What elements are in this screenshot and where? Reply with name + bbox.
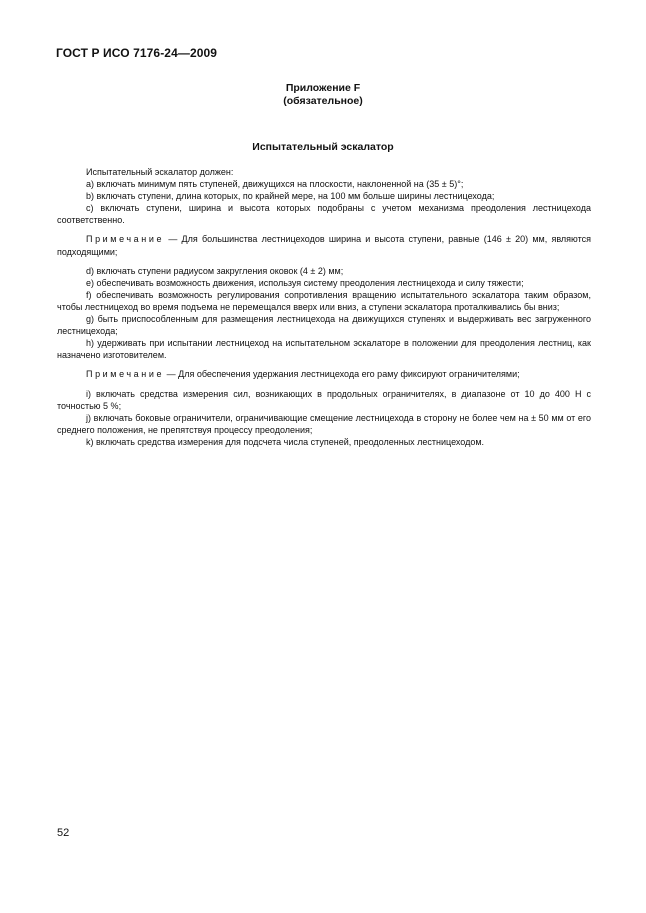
page-number: 52 — [57, 827, 70, 839]
requirement-item-g: g) быть приспособленным для размещения лестницехода на движущихся ступенях и выдерживать вес загруженного лестницехода; — [57, 314, 591, 337]
intro-paragraph: Испытательный эскалатор должен: — [86, 167, 234, 177]
note-text: — Для обеспечения удержания лестницехода его раму фиксируют ограничителями; — [164, 369, 520, 380]
requirement-item-k: k) включать средства измерения для подсчета числа ступеней, преодоленных лестницеходом. — [86, 436, 485, 447]
section-title: Испытательный эскалатор — [252, 141, 394, 153]
note-paragraph-2 — [57, 368, 591, 380]
standard-identifier: ГОСТ Р ИСО 7176-24—2009 — [56, 46, 218, 60]
note-text: — Для большинства лестницеходов ширина и высота ступени, равные (146 ± 20) мм, являются подходящими; — [57, 234, 591, 257]
requirement-item-a: a) включать минимум пять ступеней, движущихся на плоскости, наклоненной на (35 ± 5)°; — [86, 179, 464, 190]
requirement-item-i: i) включать средства измерения сил, возникающих в продольных ограничителях, в диапазоне от 10 до 400 Н с точностью 5 %; — [57, 388, 591, 411]
document-body — [57, 166, 591, 448]
annex-status: (обязательное) — [283, 95, 363, 107]
requirement-item-b: b) включать ступени, длина которых, по крайней мере, на 100 мм больше ширины лестницехода; — [86, 191, 495, 202]
annex-heading — [56, 82, 590, 108]
requirement-item-h: h) удерживать при испытании лестницеход на испытательном эскалаторе в положении для преодоления лестниц, как назначено изготовителем. — [57, 338, 591, 361]
requirement-item-f: f) обеспечивать возможность регулирования сопротивления вращению испытательного эскалатора таким образом, чтобы лестницеход во время подъема не перемещался вверх или вниз, а ступени эскалатора проталкивались бы вниз; — [57, 289, 591, 312]
note-label: Примечание — [86, 234, 165, 245]
annex-title: Приложение F — [285, 82, 361, 94]
requirement-item-c: c) включать ступени, ширина и высота которых подобраны с учетом механизма преодоления лестницехода соответственно. — [57, 203, 591, 226]
requirement-item-e: e) обеспечивать возможность движения, используя систему преодоления лестницехода и силу тяжести; — [86, 277, 524, 288]
requirement-item-j: j) включать боковые ограничители, ограничивающие смещение лестницехода в сторону не более чем на ± 50 мм от его среднего положения, не препятствуя процессу преодоления; — [57, 412, 591, 435]
requirement-item-d: d) включать ступени радиусом закругления оковок (4 ± 2) мм; — [86, 265, 344, 276]
note-label: Примечание — [86, 369, 165, 380]
note-paragraph-1 — [57, 233, 591, 257]
